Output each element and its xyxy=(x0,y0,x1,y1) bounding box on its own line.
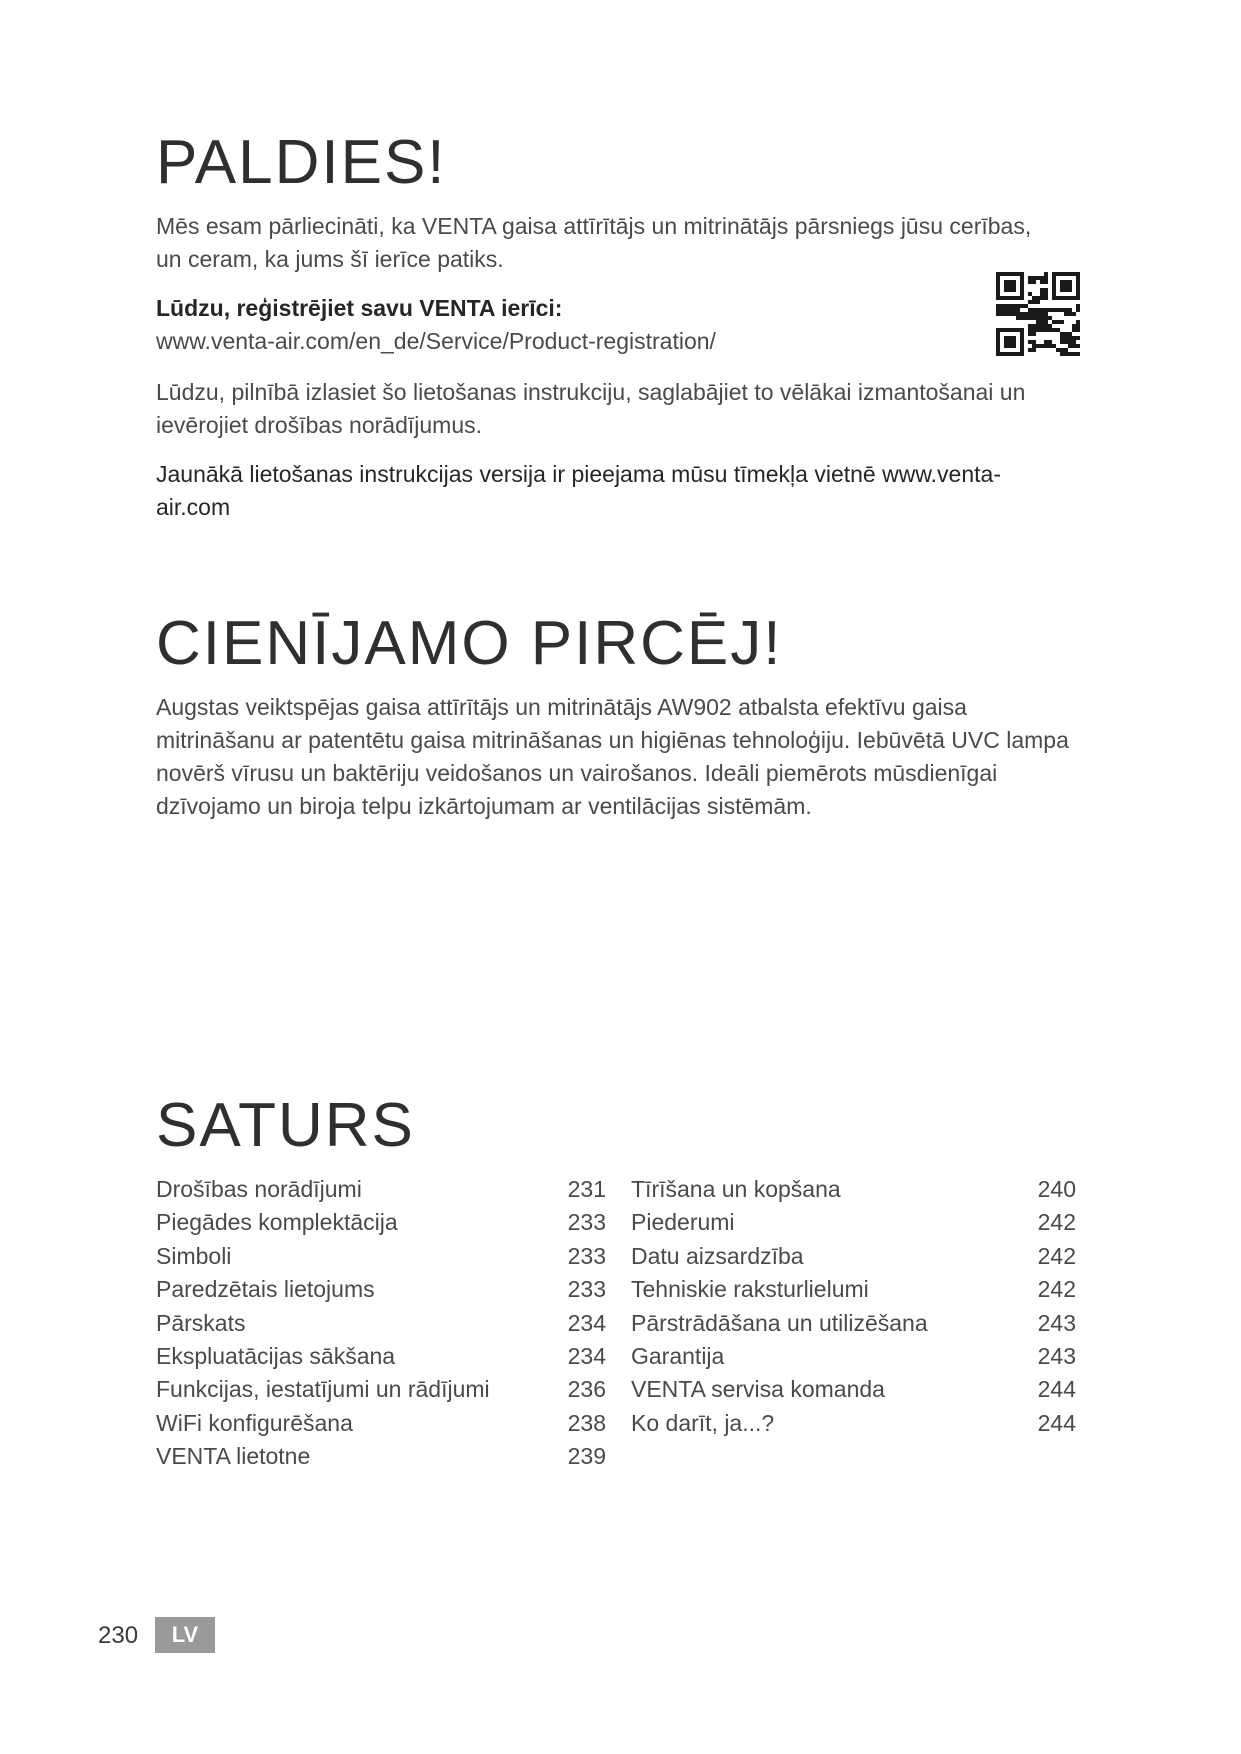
toc-entry-page: 243 xyxy=(1037,1343,1076,1370)
toc-entry[interactable] xyxy=(631,1173,1076,1206)
toc-entry[interactable] xyxy=(156,1307,606,1340)
contents-left-column xyxy=(156,1173,606,1474)
thanks-intro: Mēs esam pārliecināti, ka VENTA gaisa attīrītājs un mitrinātājs pārsniegs jūsu cerības, un ceram, ka jums šī ierīce patiks. xyxy=(156,213,1032,272)
toc-entry[interactable] xyxy=(631,1307,1076,1340)
toc-entry[interactable] xyxy=(156,1206,606,1239)
toc-entry-label: VENTA servisa komanda xyxy=(631,1376,885,1403)
toc-entry-label: Datu aizsardzība xyxy=(631,1242,804,1269)
toc-entry[interactable] xyxy=(156,1240,606,1273)
qr-code-icon[interactable] xyxy=(996,272,1080,356)
toc-entry-page: 236 xyxy=(567,1376,606,1403)
register-url[interactable]: www.venta-air.com/en_de/Service/Product-registration/ xyxy=(156,328,716,354)
toc-entry-page: 234 xyxy=(567,1309,606,1336)
toc-entry[interactable] xyxy=(631,1407,1076,1440)
toc-entry-page: 244 xyxy=(1037,1376,1076,1403)
toc-entry-page: 243 xyxy=(1037,1309,1076,1336)
customer-body: Augstas veiktspējas gaisa attīrītājs un mitrinātājs AW902 atbalsta efektīvu gaisa mitrināšanu ar patentētu gaisa mitrināšanas un higiēnas tehnoloģiju. Iebūvētā UVC lampa novērš vīrusu un baktēriju veidošanos un vairošanos. Ideāli piemērots mūsdienīgai dzīvojamo un biroja telpu izkārtojumam ar ventilācijas sistēmām. xyxy=(156,694,1069,819)
toc-entry-page: 239 xyxy=(567,1443,606,1470)
toc-entry-page: 242 xyxy=(1037,1276,1076,1303)
toc-entry[interactable] xyxy=(631,1240,1076,1273)
page-number: 230 xyxy=(98,1622,139,1649)
toc-entry[interactable] xyxy=(156,1340,606,1373)
toc-entry-label: VENTA lietotne xyxy=(156,1443,311,1470)
toc-entry-label: Ko darīt, ja...? xyxy=(631,1409,775,1436)
toc-entry-label: Simboli xyxy=(156,1242,232,1269)
toc-entry[interactable] xyxy=(156,1273,606,1306)
contents-title: SATURS xyxy=(156,1091,415,1160)
toc-entry-label: Piederumi xyxy=(631,1209,735,1236)
contents-right-column xyxy=(631,1173,1076,1440)
toc-entry[interactable] xyxy=(156,1173,606,1206)
toc-entry-page: 233 xyxy=(567,1276,606,1303)
toc-entry-page: 240 xyxy=(1037,1176,1076,1202)
customer-title: CIENĪJAMO PIRCĒJ! xyxy=(156,609,783,678)
toc-entry-page: 242 xyxy=(1037,1242,1076,1269)
toc-entry-page: 242 xyxy=(1037,1209,1076,1236)
toc-entry-label: Tīrīšana un kopšana xyxy=(631,1176,841,1202)
toc-entry[interactable] xyxy=(631,1273,1076,1306)
toc-entry-page: 234 xyxy=(567,1343,606,1370)
language-badge: LV xyxy=(155,1617,215,1653)
toc-entry[interactable] xyxy=(156,1373,606,1406)
toc-entry[interactable] xyxy=(631,1206,1076,1239)
toc-entry-label: Drošības norādījumi xyxy=(156,1176,362,1202)
toc-entry-page: 244 xyxy=(1037,1409,1076,1436)
toc-entry-page: 231 xyxy=(567,1176,606,1202)
toc-entry-label: Tehniskie raksturlielumi xyxy=(631,1276,869,1303)
toc-entry[interactable] xyxy=(156,1440,606,1473)
toc-entry[interactable] xyxy=(631,1373,1076,1406)
read-instructions-text: Lūdzu, pilnībā izlasiet šo lietošanas instrukciju, saglabājiet to vēlākai izmantošanai un ievērojiet drošības norādījumus. xyxy=(156,379,1026,438)
toc-entry[interactable] xyxy=(156,1407,606,1440)
latest-version-text: Jaunākā lietošanas instrukcijas versija ir pieejama mūsu tīmekļa vietnē www.venta-air.com xyxy=(156,461,1001,520)
toc-entry-label: Pārstrādāšana un utilizēšana xyxy=(631,1309,928,1336)
toc-entry-label: Piegādes komplektācija xyxy=(156,1209,398,1236)
toc-entry-page: 233 xyxy=(567,1209,606,1236)
toc-entry-page: 233 xyxy=(567,1242,606,1269)
toc-entry-label: WiFi konfigurēšana xyxy=(156,1409,353,1436)
toc-entry-page: 238 xyxy=(567,1409,606,1436)
toc-entry-label: Garantija xyxy=(631,1343,725,1370)
toc-entry[interactable] xyxy=(631,1340,1076,1373)
toc-entry-label: Paredzētais lietojums xyxy=(156,1276,375,1303)
register-label: Lūdzu, reģistrējiet savu VENTA ierīci: xyxy=(156,295,563,321)
toc-entry-label: Ekspluatācijas sākšana xyxy=(156,1343,396,1370)
registration-block xyxy=(156,292,976,358)
toc-entry-label: Pārskats xyxy=(156,1309,246,1336)
thanks-title: PALDIES! xyxy=(156,128,447,197)
toc-entry-label: Funkcijas, iestatījumi un rādījumi xyxy=(156,1376,490,1403)
